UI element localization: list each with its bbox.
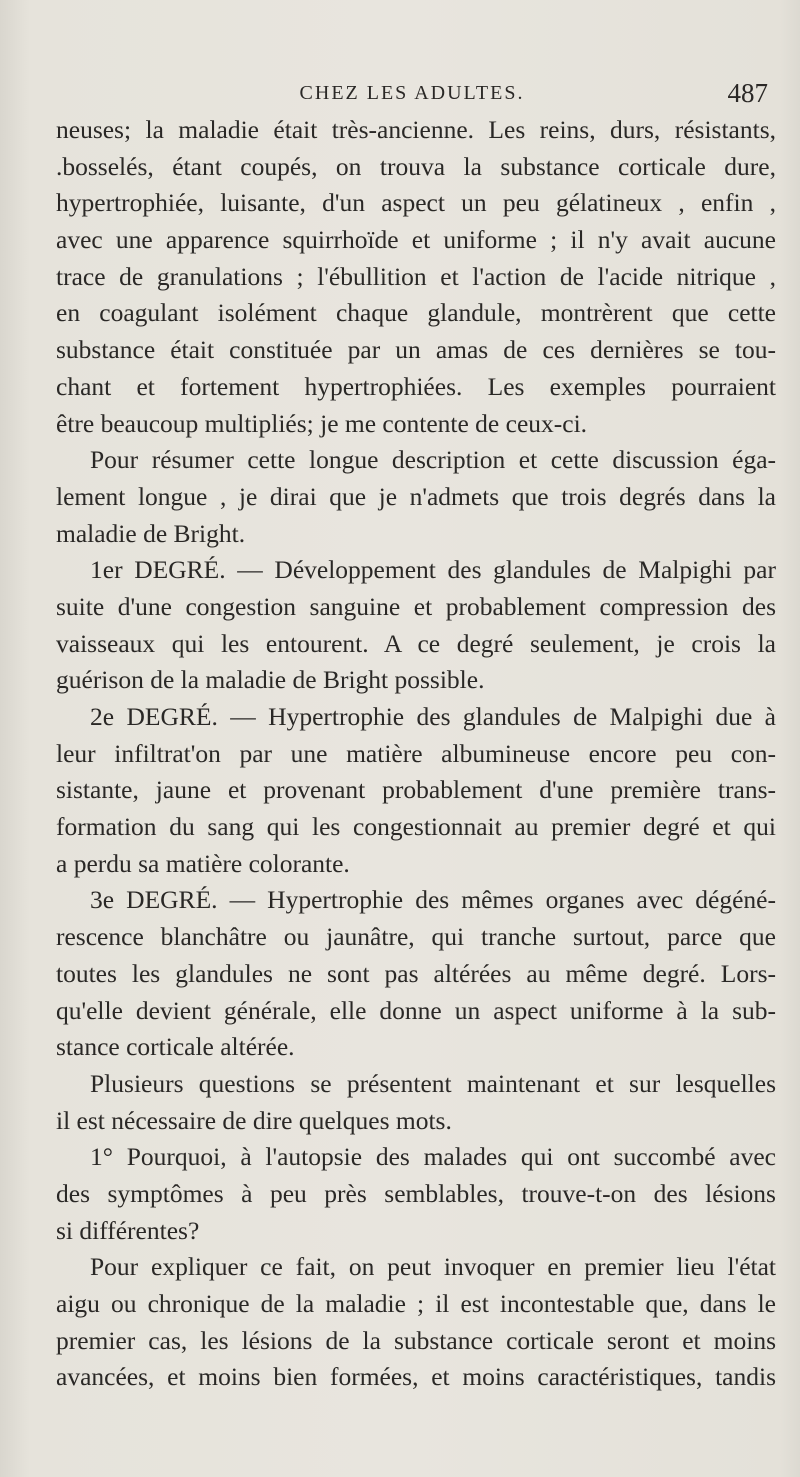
text-line: formation du sang qui les congestionnait au premier degré et qui <box>56 812 776 842</box>
text-line: stance corticale altérée. <box>56 1032 295 1062</box>
text-line: 1er DEGRÉ. — Développement des glandules de Malpighi par <box>90 555 776 585</box>
text-line: hypertrophiée, luisante, d'un aspect un peu gélatineux , enfin , <box>56 188 776 218</box>
text-line: guérison de la maladie de Bright possible. <box>56 665 485 695</box>
text-line: 3e DEGRÉ. — Hypertrophie des mêmes organes avec dégéné- <box>90 885 776 915</box>
text-line: en coagulant isolément chaque glandule, montrèrent que cette <box>56 298 776 328</box>
text-line: a perdu sa matière colorante. <box>56 848 350 878</box>
text-line: des symptômes à peu près semblables, trouve-t-on des lésions <box>56 1178 776 1208</box>
text-line: Pour résumer cette longue description et cette discussion éga- <box>90 445 776 475</box>
body-text <box>56 112 776 1396</box>
text-line: être beaucoup multipliés; je me contente de ceux-ci. <box>56 408 588 438</box>
text-line: leur infiltrat'on par une matière albumineuse encore peu con- <box>56 738 776 768</box>
text-line: avancées, et moins bien formées, et moins caractéristiques, tandis <box>56 1362 776 1392</box>
text-line: qu'elle devient générale, elle donne un aspect uniforme à la sub- <box>56 995 776 1025</box>
text-line: rescence blanchâtre ou jaunâtre, qui tranche surtout, parce que <box>56 922 776 952</box>
text-line: vaisseaux qui les entourent. A ce degré seulement, je crois la <box>56 628 776 658</box>
text-line: 1° Pourquoi, à l'autopsie des malades qui ont succombé avec <box>90 1142 776 1172</box>
text-line: maladie de Bright. <box>56 518 246 548</box>
text-line: suite d'une congestion sanguine et probablement compression des <box>56 591 776 621</box>
text-line: avec une apparence squirrhoïde et uniforme ; il n'y avait aucune <box>56 225 776 255</box>
text-line: 2e DEGRÉ. — Hypertrophie des glandules de Malpighi due à <box>90 702 776 731</box>
text-line: chant et fortement hypertrophiées. Les exemples pourraient <box>56 371 776 401</box>
page-number: 487 <box>727 78 768 108</box>
text-line: substance était constituée par un amas de ces dernières se tou- <box>56 335 776 365</box>
text-line: il est nécessaire de dire quelques mots. <box>56 1105 452 1135</box>
text-line: Pour expliquer ce fait, on peut invoquer en premier lieu l'état <box>90 1252 776 1282</box>
text-line: aigu ou chronique de la maladie ; il est incontestable que, dans le <box>56 1289 776 1318</box>
text-line: lement longue , je dirai que je n'admets que trois degrés dans la <box>56 481 776 511</box>
text-line: Plusieurs questions se présentent maintenant et sur lesquelles <box>90 1068 776 1098</box>
text-line: premier cas, les lésions de la substance corticale seront et moins <box>56 1325 776 1355</box>
text-line: neuses; la maladie était très-ancienne. Les reins, durs, résistants, <box>56 115 776 144</box>
text-line: trace de granulations ; l'ébullition et l'action de l'acide nitrique , <box>56 261 776 291</box>
text-line: si différentes? <box>56 1215 200 1245</box>
text-line: sistante, jaune et provenant probablement d'une première trans- <box>56 775 776 805</box>
running-title: CHEZ LES ADULTES. <box>299 82 525 104</box>
text-line: .bosselés, étant coupés, on trouva la substance corticale dure, <box>56 151 776 181</box>
page-header <box>56 78 768 110</box>
text-line: toutes les glandules ne sont pas altérées au même degré. Lors- <box>56 958 776 988</box>
